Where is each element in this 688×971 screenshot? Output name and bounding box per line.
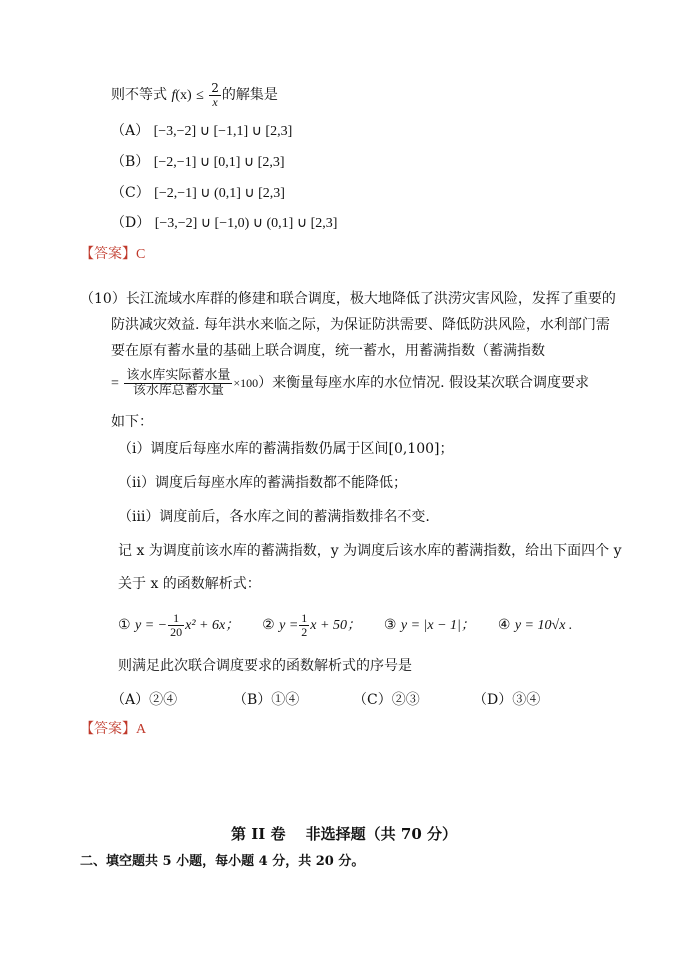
q10-definition-text: 关于 x 的函数解析式： [118, 576, 261, 592]
function-3 [384, 617, 480, 633]
q9-stem-suffix: 的解集是 [221, 87, 278, 103]
q10-condition-text: （ⅰ）调度后每座水库的蓄满指数仍属于区间[0,100]； [118, 441, 454, 457]
part2-title [0, 823, 688, 844]
q9-option-d [111, 212, 337, 232]
q10-line5 [111, 411, 153, 431]
part2-title-text: 第 II 卷 非选择题（共 70 分） [230, 825, 458, 843]
q10-option-d [473, 689, 540, 709]
q9-stem-x: (x) [175, 88, 192, 103]
q10-text-line2: 防洪减灾效益. 每年洪水来临之际，为保证防洪需要、降低防洪风险，水利部门需 [111, 317, 610, 333]
q9-option-text: [−2,−1] ∪ [0,1] ∪ [2,3] [153, 155, 285, 170]
fraction-num: 1 [168, 612, 184, 626]
q9-stem [111, 80, 278, 110]
q10-ask [118, 655, 412, 675]
q10-line2 [111, 314, 610, 334]
q10-text-line3: 要在原有蓄水量的基础上联合调度，统一蓄水，用蓄满指数（蓄满指数 [111, 343, 545, 359]
function-fraction [168, 612, 184, 638]
q10-functions [118, 605, 572, 645]
q10-formula-fraction [124, 369, 232, 397]
fraction-den: 2 [301, 624, 308, 639]
q9-stem-f: f [171, 88, 176, 103]
function-1 [118, 610, 244, 639]
q10-definition-line1 [118, 540, 622, 560]
q10-condition-1 [118, 438, 453, 458]
function-expression: y = |x − 1|； [400, 618, 475, 633]
q10-definition-line2 [118, 573, 261, 593]
q10-option-label: （A） [111, 692, 150, 708]
q9-stem-prefix: 则不等式 [111, 87, 167, 103]
function-fraction [299, 612, 309, 638]
q9-answer-value: C [136, 247, 146, 262]
function-label: ② [262, 617, 275, 633]
q10-option-label: （C） [353, 692, 392, 708]
q10-condition-text: （ⅱ）调度后每座水库的蓄满指数都不能降低； [118, 475, 407, 491]
q10-formula-den: 该水库总蓄水量 [132, 382, 224, 398]
q9-option-text: [−3,−2] ∪ [−1,1] ∪ [2,3] [153, 124, 293, 139]
q10-text-line4: ）来衡量每座水库的水位情况. 假设某次联合调度要求 [258, 375, 590, 391]
q10-answer-label: 【答案】 [80, 721, 136, 737]
q10-answer-value: A [136, 722, 147, 737]
q10-text-line5: 如下： [111, 414, 153, 430]
q9-option-label: （C） [111, 185, 150, 201]
q10-option-text: ②④ [149, 692, 178, 708]
function-expression: y = [279, 618, 299, 633]
q10-formula-eq: = [111, 376, 119, 391]
function-label: ③ [383, 617, 397, 633]
q10-formula-line [111, 362, 589, 404]
q10-answer [80, 718, 146, 738]
function-expression: y = 10√x . [514, 618, 573, 633]
q9-stem-den: x [212, 94, 218, 109]
q10-condition-text: （ⅲ）调度前后，各水库之间的蓄满指数排名不变. [118, 509, 430, 525]
q10-option-label: （D） [473, 692, 513, 708]
q10-line3 [111, 340, 545, 360]
function-4 [498, 617, 573, 633]
q10-option-label: （B） [233, 692, 272, 708]
part2-section-text: 二、填空题共 5 小题，每小题 4 分，共 20 分。 [80, 854, 365, 869]
fraction-den: 20 [170, 624, 183, 639]
q10-definition-text: 记 x 为调度前该水库的蓄满指数，y 为调度后该水库的蓄满指数，给出下面四个 y [118, 543, 622, 559]
q10-number: （10） [80, 291, 126, 307]
function-expression: x² + 6x； [185, 618, 240, 633]
q10-ask-text: 则满足此次联合调度要求的函数解析式的序号是 [118, 658, 412, 674]
q10-option-b [233, 689, 299, 709]
q9-option-text: [−3,−2] ∪ [−1,0) ∪ (0,1] ∪ [2,3] [154, 216, 338, 231]
q9-stem-num: 2 [211, 80, 219, 95]
function-2 [262, 610, 365, 639]
function-expression: x + 50； [310, 618, 361, 633]
function-expression: y = − [135, 618, 168, 633]
q10-condition-3 [118, 506, 430, 526]
q10-line1 [80, 288, 616, 308]
q9-option-text: [−2,−1] ∪ (0,1] ∪ [2,3] [154, 186, 285, 201]
part2-section-heading [80, 850, 364, 869]
q10-formula-num: 该水库实际蓄水量 [126, 367, 231, 383]
q10-formula-times: ×100 [233, 376, 259, 390]
q9-answer-label: 【答案】 [80, 246, 136, 262]
q10-option-c [353, 689, 420, 709]
function-label: ① [118, 617, 131, 633]
q10-option-a [111, 689, 177, 709]
q9-option-label: （D） [111, 215, 151, 231]
q10-option-text: ①④ [271, 692, 300, 708]
q10-condition-2 [118, 472, 407, 492]
function-label: ④ [497, 617, 511, 633]
q10-text-line1: 长江流域水库群的修建和联合调度，极大地降低了洪涝灾害风险，发挥了重要的 [125, 291, 616, 307]
q9-stem-leq: ≤ [196, 88, 204, 103]
q9-stem-fraction [209, 82, 221, 108]
fraction-num: 1 [301, 610, 308, 625]
q10-option-text: ③④ [512, 692, 541, 708]
q9-answer [80, 243, 145, 263]
q9-option-label: （A） [111, 123, 150, 139]
q9-option-c [111, 182, 285, 202]
q9-option-b [111, 151, 285, 171]
q9-option-label: （B） [111, 154, 150, 170]
q10-option-text: ②③ [391, 692, 420, 708]
q9-option-a [111, 120, 292, 140]
